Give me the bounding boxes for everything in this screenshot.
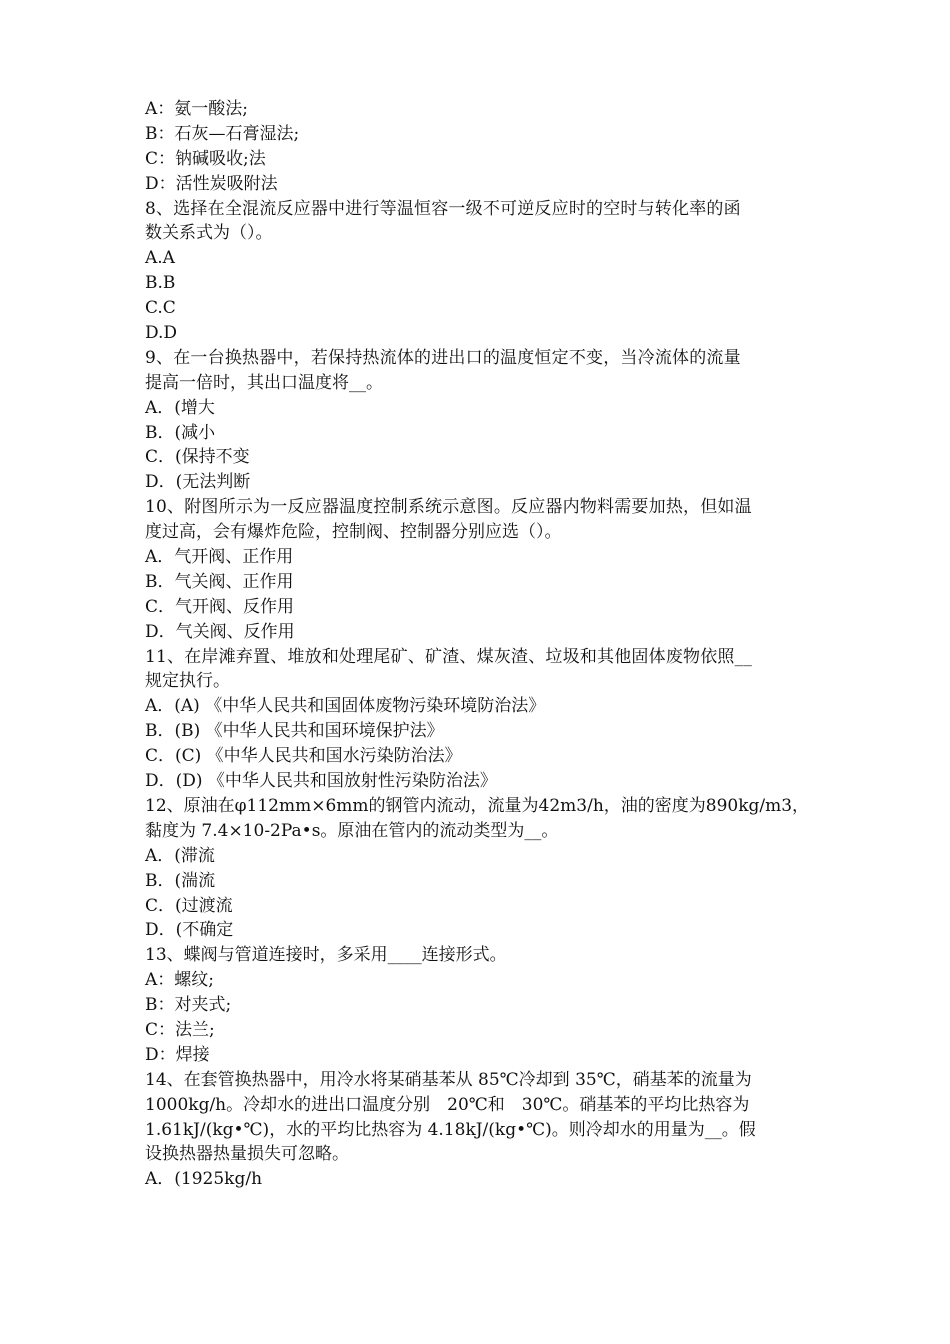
option-line: D．(不确定 xyxy=(145,920,234,941)
question-14-line-1: 14、在套管换热器中，用冷水将某硝基苯从 85℃冷却到 35℃，硝基苯的流量为 xyxy=(145,1069,752,1090)
option-line: B：石灰—石膏湿法; xyxy=(145,123,300,144)
option-line: A．(1925kg/h xyxy=(145,1169,263,1190)
question-14-line-4: 设换热器热量损失可忽略。 xyxy=(145,1144,349,1165)
question-8-line-1: 8、选择在全混流反应器中进行等温恒容一级不可逆反应时的空时与转化率的函 xyxy=(145,198,741,219)
option-line: D：活性炭吸附法 xyxy=(145,173,278,194)
document-body xyxy=(145,97,810,1192)
option-line: D：焊接 xyxy=(145,1044,210,1065)
option-line: D．(无法判断 xyxy=(145,472,251,493)
option-line: C：法兰; xyxy=(145,1019,215,1040)
option-line: C.C xyxy=(145,298,176,319)
option-line: B．气关阀、正作用 xyxy=(145,571,294,592)
option-line: C．(C) 《中华人民共和国水污染防治法》 xyxy=(145,746,462,767)
question-11-line-1: 11、在岸滩弃置、堆放和处理尾矿、矿渣、煤灰渣、垃圾和其他固体废物依照__ xyxy=(145,646,753,667)
option-line: C．气开阀、反作用 xyxy=(145,596,295,617)
option-line: A：氨一酸法; xyxy=(145,99,249,119)
option-line: A．(增大 xyxy=(145,397,215,418)
question-14-line-2: 1000kg/h。冷却水的进出口温度分别 20℃和 30℃。硝基苯的平均比热容为 xyxy=(145,1094,750,1115)
option-line: B．(B) 《中华人民共和国环境保护法》 xyxy=(145,721,444,742)
option-line: C．(保持不变 xyxy=(145,447,250,468)
question-12-line-2: 黏度为 7.4×10-2Pa•s。原油在管内的流动类型为__。 xyxy=(145,820,559,841)
option-line: A．(A) 《中华人民共和国固体废物污染环境防治法》 xyxy=(145,696,546,717)
question-10-line-2: 度过高，会有爆炸危险，控制阀、控制器分别应选（）。 xyxy=(145,522,562,543)
question-9-line-1: 9、在一台换热器中，若保持热流体的进出口的温度恒定不变，当冷流体的流量 xyxy=(145,347,741,368)
option-line: A．(滞流 xyxy=(145,845,215,866)
option-line: D.D xyxy=(145,323,178,344)
option-line: A：螺纹; xyxy=(145,970,215,991)
option-line: B：对夹式; xyxy=(145,995,232,1016)
question-9-line-2: 提高一倍时，其出口温度将__。 xyxy=(145,372,383,393)
option-line: B.B xyxy=(145,273,176,294)
option-line: C．(过渡流 xyxy=(145,895,233,916)
option-line: A.A xyxy=(145,248,175,269)
option-line: C：钠碱吸收;法 xyxy=(145,148,266,169)
option-line: A．气开阀、正作用 xyxy=(145,547,294,568)
option-line: B．(减小 xyxy=(145,422,216,443)
question-10-line-1: 10、附图所示为一反应器温度控制系统示意图。反应器内物料需要加热，但如温 xyxy=(145,497,752,518)
question-8-line-2: 数关系式为（）。 xyxy=(145,223,273,244)
option-line: D．(D) 《中华人民共和国放射性污染防治法》 xyxy=(145,771,497,792)
option-line: B．(湍流 xyxy=(145,870,216,891)
question-14-line-3: 1.61kJ/(kg•℃)，水的平均比热容为 4.18kJ/(kg•℃)。则冷却水的用量为__。假 xyxy=(145,1119,756,1140)
question-11-line-2: 规定执行。 xyxy=(145,671,230,692)
question-13-line-1: 13、蝶阀与管道连接时，多采用____连接形式。 xyxy=(145,945,507,966)
question-12-line-1: 12、原油在φ112mm×6mm的钢管内流动，流量为42m3/h，油的密度为890kg/m3， xyxy=(145,795,810,816)
option-line: D．气关阀、反作用 xyxy=(145,621,295,642)
